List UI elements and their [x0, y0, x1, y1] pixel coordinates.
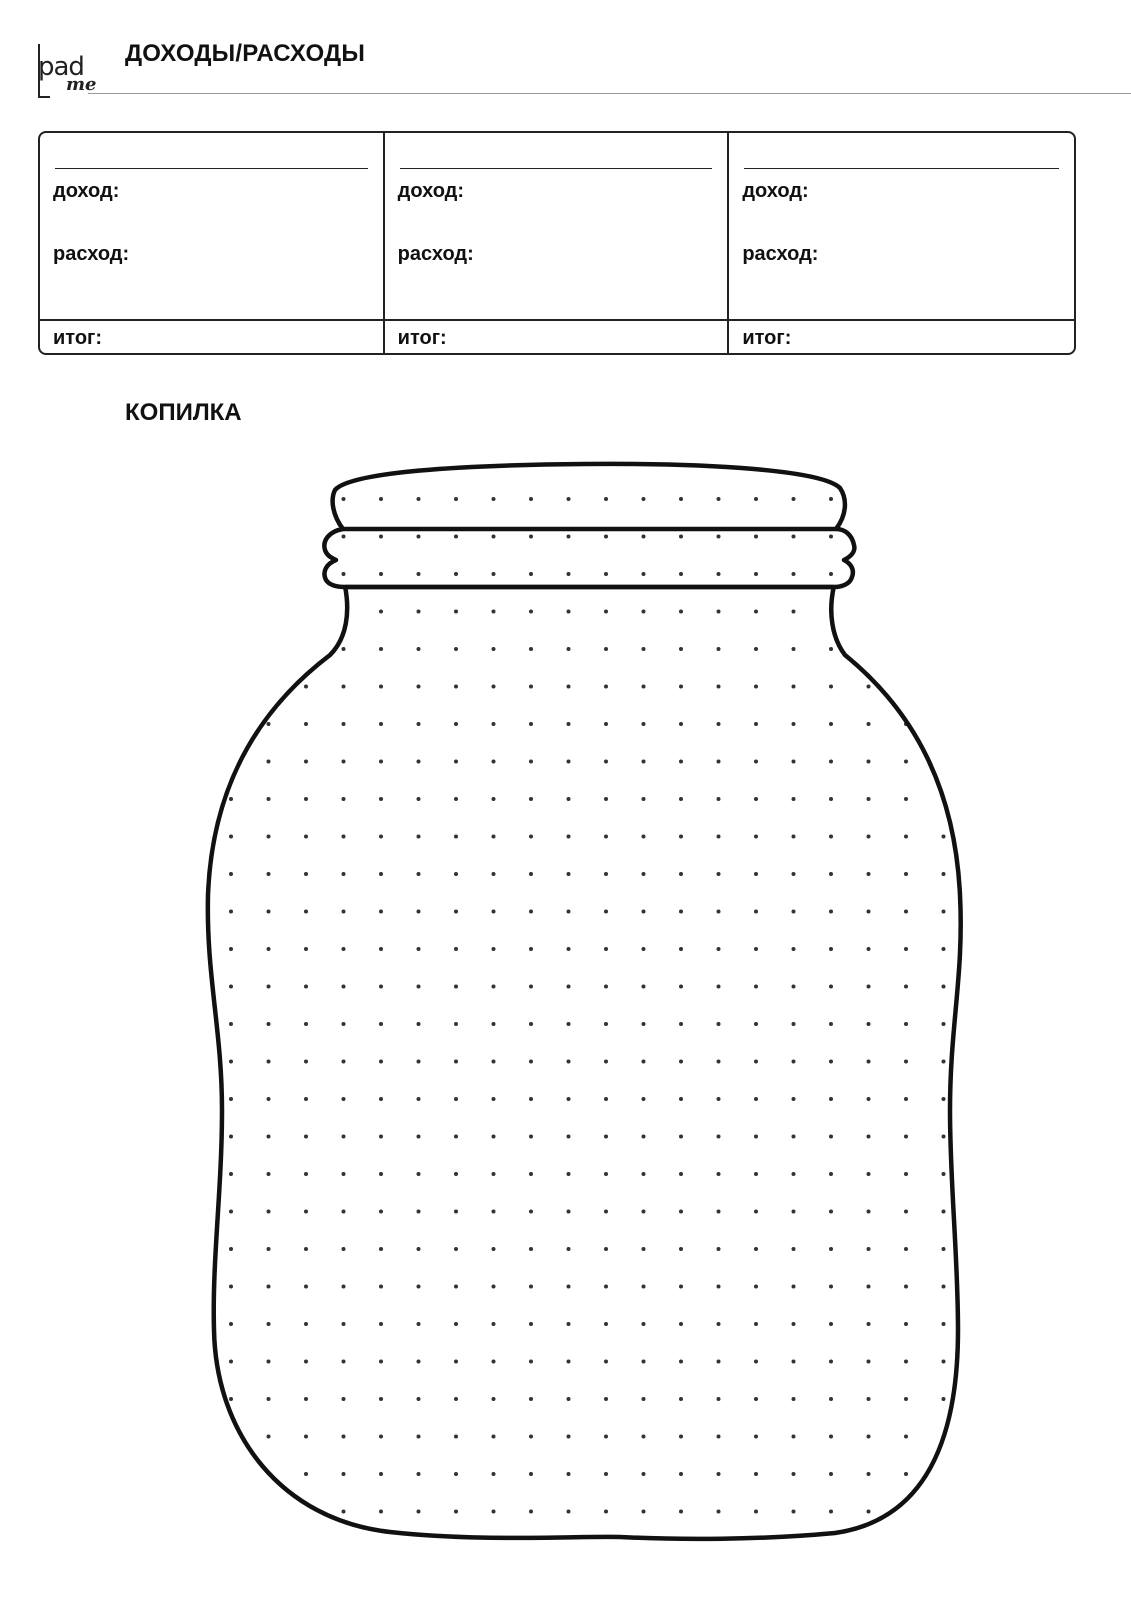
income-label: доход:	[397, 180, 465, 202]
dot-grid	[200, 460, 970, 1545]
expense-label: расход:	[53, 243, 130, 265]
logo-pad-text: pad	[38, 52, 84, 82]
total-label: итог:	[742, 327, 792, 349]
income-label: доход:	[742, 180, 809, 202]
total-label: итог:	[397, 327, 447, 349]
total-label: итог:	[53, 327, 103, 349]
expense-label: расход:	[397, 243, 474, 265]
savings-title: КОПИЛКА	[125, 399, 242, 426]
expense-label: расход:	[742, 243, 819, 265]
income-label: доход:	[53, 180, 120, 202]
logo-me-text: me	[66, 74, 97, 95]
page-title: ДОХОДЫ/РАСХОДЫ	[125, 40, 366, 67]
